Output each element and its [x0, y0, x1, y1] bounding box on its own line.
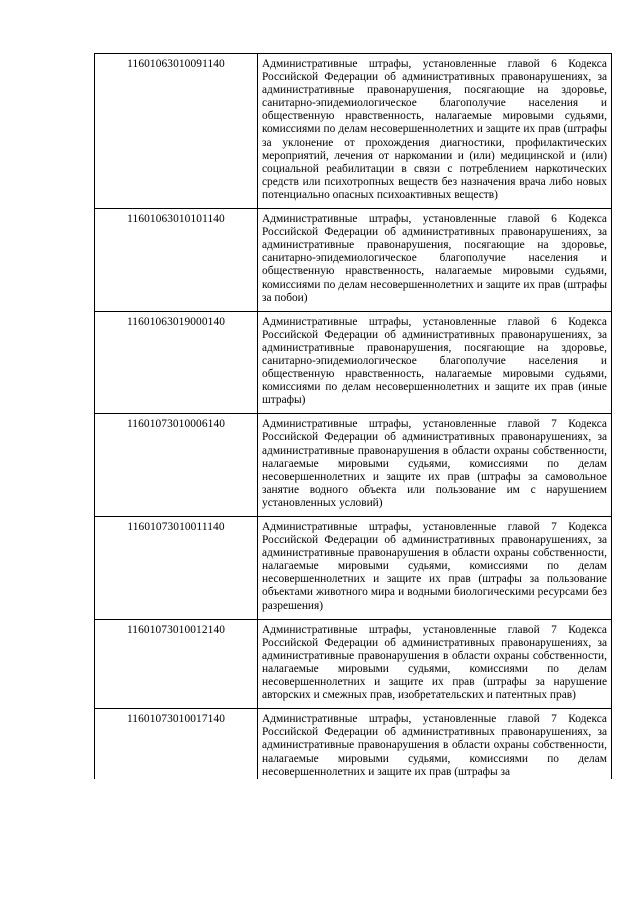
row-code: 11601063019000140: [95, 311, 258, 414]
row-description: Административные штрафы, установленные главой 7 Кодекса Российской Федерации об административных правонарушениях, за административные правонарушения в области охраны собственности, налагаемые мировыми судьями, комиссиями по делам несовершеннолетних и защите их прав (штрафы за нарушение авторских и смежных прав, изобретательских и патентных прав): [258, 619, 612, 709]
row-description: Административные штрафы, установленные главой 7 Кодекса Российской Федерации об административных правонарушениях, за административные правонарушения в области охраны собственности, налагаемые мировыми судьями, комиссиями по делам несовершеннолетних и защите их прав (штрафы за: [258, 709, 612, 779]
budget-codes-table: [94, 53, 612, 779]
row-code: 11601073010006140: [95, 414, 258, 517]
row-code: 11601063010101140: [95, 209, 258, 312]
row-code: 11601073010012140: [95, 619, 258, 709]
row-description: Административные штрафы, установленные главой 6 Кодекса Российской Федерации об административных правонарушениях, за административные правонарушения, посягающие на здоровье, санитарно-эпидемиологическое благополучие населения и общественную нравственность, налагаемые мировыми судьями, комиссиями по делам несовершеннолетних и защите их прав (иные штрафы): [258, 311, 612, 414]
table-row: [95, 311, 612, 414]
table-row: [95, 517, 612, 620]
table-row: [95, 619, 612, 709]
table-row: [95, 414, 612, 517]
row-description: Административные штрафы, установленные главой 6 Кодекса Российской Федерации об административных правонарушениях, за административные правонарушения, посягающие на здоровье, санитарно-эпидемиологическое благополучие населения и общественную нравственность, налагаемые мировыми судьями, комиссиями по делам несовершеннолетних и защите их прав (штрафы за уклонение от прохождения диагностики, профилактических мероприятий, лечения от наркомании и (или) медицинской и (или) социальной реабилитации в связи с потреблением наркотических средств или психотропных веществ без назначения врача либо новых потенциально опасных психоактивных веществ): [258, 54, 612, 209]
table-row: [95, 54, 612, 209]
row-code: 11601073010011140: [95, 517, 258, 620]
row-code: 11601063010091140: [95, 54, 258, 209]
row-description: Административные штрафы, установленные главой 7 Кодекса Российской Федерации об административных правонарушениях, за административные правонарушения в области охраны собственности, налагаемые мировыми судьями, комиссиями по делам несовершеннолетних и защите их прав (штрафы за самовольное занятие водного объекта или пользование им с нарушением установленных условий): [258, 414, 612, 517]
table-row: [95, 209, 612, 312]
table-row: [95, 709, 612, 779]
row-code: 11601073010017140: [95, 709, 258, 779]
row-description: Административные штрафы, установленные главой 7 Кодекса Российской Федерации об административных правонарушениях, за административные правонарушения в области охраны собственности, налагаемые мировыми судьями, комиссиями по делам несовершеннолетних и защите их прав (штрафы за пользование объектами животного мира и водными биологическими ресурсами без разрешения): [258, 517, 612, 620]
row-description: Административные штрафы, установленные главой 6 Кодекса Российской Федерации об административных правонарушениях, за административные правонарушения, посягающие на здоровье, санитарно-эпидемиологическое благополучие населения и общественную нравственность, налагаемые мировыми судьями, комиссиями по делам несовершеннолетних и защите их прав (штрафы за побои): [258, 209, 612, 312]
